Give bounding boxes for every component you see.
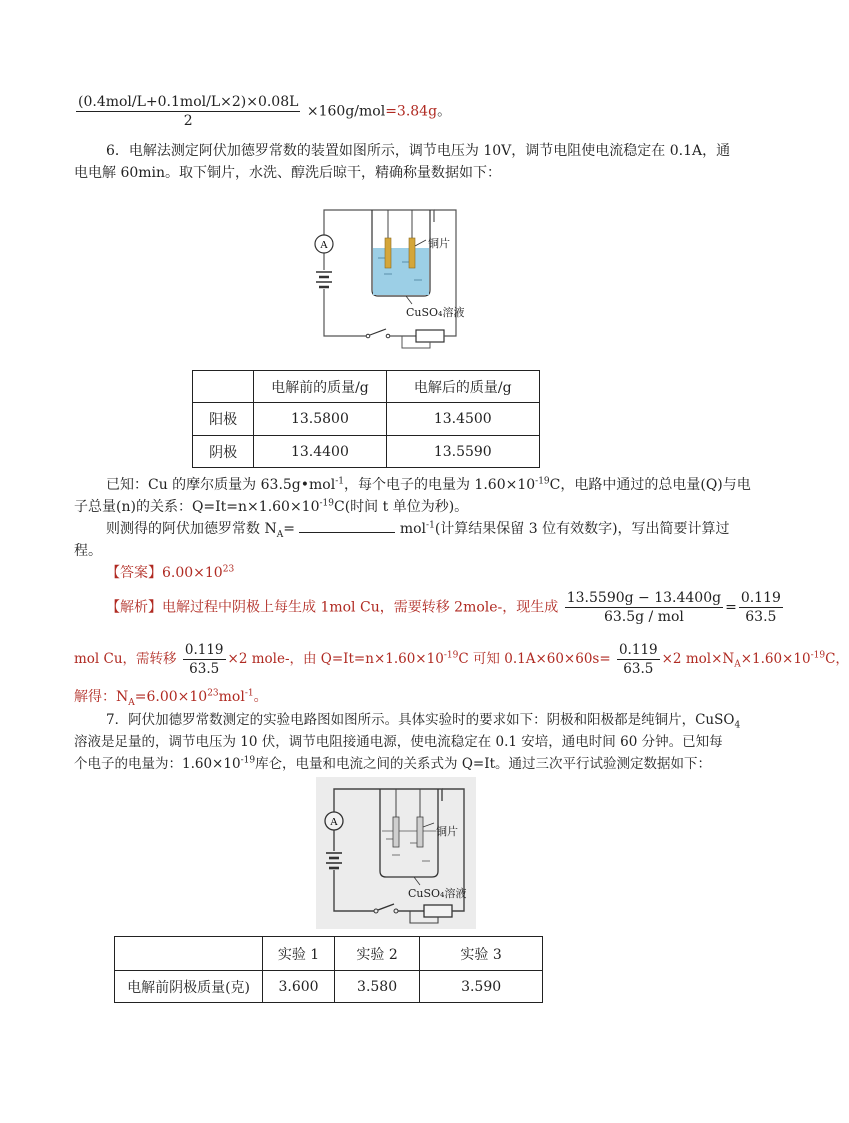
table-header: 实验 3 bbox=[420, 937, 543, 971]
solve-sub: A bbox=[128, 697, 135, 708]
table-cell bbox=[115, 937, 263, 971]
q6-ask-c: mol bbox=[399, 521, 427, 537]
table-header: 电解前的质量/g bbox=[254, 371, 386, 403]
q6-known2-sup: -19 bbox=[319, 498, 334, 509]
q6-copper-label: 铜片 bbox=[428, 237, 450, 250]
analysis2-d: ×2 mol×N bbox=[661, 651, 735, 667]
analysis2-c: C 可知 0.1A×60×60s= bbox=[458, 651, 611, 667]
fraction2-numerator: 0.119 bbox=[740, 590, 781, 606]
q6-known1-sup: -1 bbox=[335, 476, 344, 487]
analysis2-sub: A bbox=[734, 659, 741, 670]
table-row bbox=[193, 403, 540, 436]
table-cell: 阴极 bbox=[193, 436, 254, 468]
q7-circuit-diagram bbox=[316, 777, 476, 929]
q6-known1-b: ，每个电子的电量为 1.60×10 bbox=[343, 477, 536, 493]
q6-answer-line bbox=[106, 562, 234, 582]
fraction3-numerator: 0.119 bbox=[184, 642, 224, 658]
analysis-tag: 【解析】 bbox=[106, 599, 162, 616]
q6-ask-b: = bbox=[283, 521, 295, 537]
q7-line1 bbox=[106, 708, 740, 731]
answer-sup: 23 bbox=[222, 564, 235, 575]
fraction1-numerator: 13.5590g − 13.4400g bbox=[566, 590, 722, 606]
q6-ammeter-label: A bbox=[320, 239, 328, 251]
q7-copper-label: 铜片 bbox=[436, 825, 458, 838]
q6-ask-line2: 程。 bbox=[74, 543, 102, 559]
q6-known1-sup2: -19 bbox=[535, 476, 550, 487]
q6-table bbox=[192, 370, 540, 468]
table-cell: 3.590 bbox=[420, 971, 543, 1003]
table-cell: 3.600 bbox=[263, 971, 335, 1003]
analysis-text1: 电解过程中阴极上每生成 1mol Cu，需要转移 2mole-，现生成 bbox=[162, 599, 559, 616]
q6-known1-c: C，电路中通过的总电量(Q)与电 bbox=[549, 477, 751, 493]
analysis2-f: C， bbox=[825, 651, 849, 667]
q6-ask-sup: -1 bbox=[426, 520, 435, 531]
table-cell: 13.5800 bbox=[254, 403, 386, 436]
table-cell: 3.580 bbox=[334, 971, 419, 1003]
q7-table bbox=[114, 936, 543, 1003]
table-header: 实验 2 bbox=[334, 937, 419, 971]
table-cell bbox=[193, 371, 254, 403]
q7-line2: 溶液是足量的，调节电压为 10 伏，调节电阻接通电源，使电流稳定在 0.1 安培，通电时间 60 分钟。已知每 bbox=[74, 734, 723, 750]
analysis2-a: mol Cu，需转移 bbox=[74, 651, 177, 667]
q6-answer-blank[interactable] bbox=[299, 520, 395, 533]
top-formula bbox=[74, 94, 451, 129]
q6-ask-d: (计算结果保留 3 位有效数字)，写出简要计算过 bbox=[434, 521, 730, 537]
q7-line1-sub: 4 bbox=[734, 720, 741, 731]
q6-circuit-diagram bbox=[306, 200, 466, 350]
analysis2-sup2: -19 bbox=[810, 650, 826, 661]
table-cell: 阳极 bbox=[193, 403, 254, 436]
table-header: 实验 1 bbox=[263, 937, 335, 971]
table-header: 电解后的质量/g bbox=[386, 371, 539, 403]
analysis-fraction1 bbox=[565, 590, 723, 625]
q6-ask-sub: A bbox=[276, 529, 284, 540]
q7-line3-b: 库仑，电量和电流之间的关系式为 Q=It。通过三次平行试验测定数据如下： bbox=[255, 756, 711, 772]
analysis-fraction4 bbox=[617, 642, 660, 677]
table-row bbox=[193, 436, 540, 468]
table-row bbox=[193, 371, 540, 403]
table-cell: 13.5590 bbox=[386, 436, 539, 468]
analysis2-e: ×1.60×10 bbox=[740, 651, 811, 667]
top-fraction-numerator: (0.4mol/L+0.1mol/L×2)×0.08L bbox=[78, 94, 299, 110]
q6-line2: 电电解 60min。取下铜片，水洗、醇洗后晾干，精确称量数据如下： bbox=[74, 165, 502, 181]
q6-ask-line1 bbox=[106, 518, 730, 540]
top-fraction-denominator: 2 bbox=[183, 113, 193, 129]
q6-solution-label: CuSO₄溶液 bbox=[406, 306, 465, 319]
answer-tag: 【答案】 bbox=[106, 565, 162, 581]
q6-known1-a: 已知：Cu 的摩尔质量为 63.5g•mol bbox=[106, 477, 336, 493]
solve-d: 。 bbox=[253, 689, 268, 705]
q6-known-line2 bbox=[74, 496, 468, 516]
solve-c: mol bbox=[218, 689, 245, 705]
q7-line3 bbox=[74, 752, 711, 772]
q7-line1-text: 7．阿伏加德罗常数测定的实验电路图如图所示。具体实验时的要求如下：阴极和阳极都是纯铜片，CuSO bbox=[106, 712, 735, 728]
top-formula-suffix: ×160g/mol bbox=[306, 103, 386, 120]
q7-ammeter-label: A bbox=[330, 816, 338, 828]
solve-a: 解得：N bbox=[74, 689, 129, 705]
table-row bbox=[115, 971, 543, 1003]
q6-analysis-line1: 【解析】电解过程中阴极上每生成 1mol Cu，需要转移 2mole-，现生成 $\frac{13.5590g - 13.4400g}{\text{63.5g / mol}}$ = $\frac{0.119}{63.5}$ bbox=[106, 590, 781, 625]
analysis-fraction3 bbox=[183, 642, 226, 677]
solve-sup: 23 bbox=[207, 688, 219, 699]
fraction4-denominator: 63.5 bbox=[623, 661, 654, 677]
answer-value: 6.00×10 bbox=[162, 565, 223, 581]
top-formula-end: 。 bbox=[437, 103, 452, 120]
q6-ask-a: 则测得的阿伏加德罗常数 N bbox=[106, 521, 277, 537]
table-cell: 13.4400 bbox=[254, 436, 386, 468]
q7-circuit-photo bbox=[316, 777, 476, 929]
q7-line3-text: 个电子的电量为：1.60×10 bbox=[74, 756, 241, 772]
q7-solution-label: CuSO₄溶液 bbox=[408, 887, 467, 900]
fraction3-denominator: 63.5 bbox=[189, 661, 220, 677]
solve-sup2: -1 bbox=[244, 688, 254, 699]
fraction2-denominator: 63.5 bbox=[745, 609, 777, 625]
q6-solve-line bbox=[74, 686, 268, 708]
analysis2-sup: -19 bbox=[443, 650, 459, 661]
fraction4-numerator: 0.119 bbox=[618, 642, 658, 658]
analysis2-b: ×2 mole-，由 Q=It=n×1.60×10 bbox=[227, 651, 444, 667]
table-cell: 13.4500 bbox=[386, 403, 539, 436]
q6-known-line1 bbox=[106, 474, 751, 494]
q6-known2: 子总量(n)的关系：Q=It=n×1.60×10 bbox=[74, 499, 320, 515]
top-formula-answer: =3.84g bbox=[385, 103, 438, 120]
solve-b: =6.00×10 bbox=[134, 689, 208, 705]
table-row bbox=[115, 937, 543, 971]
q6-analysis-line2 bbox=[74, 642, 849, 677]
top-fraction bbox=[76, 94, 300, 129]
fraction1-denominator: 63.5g / mol bbox=[603, 609, 684, 625]
q6-known2-b: C(时间 t 单位为秒)。 bbox=[334, 499, 469, 515]
analysis-fraction2 bbox=[739, 590, 783, 625]
q6-line1: 6．电解法测定阿伏加德罗常数的装置如图所示，调节电压为 10V，调节电阻使电流稳定在 0.1A，通 bbox=[106, 143, 731, 159]
table-cell: 电解前阴极质量(克) bbox=[115, 971, 263, 1003]
q7-line3-sup: -19 bbox=[240, 755, 256, 766]
